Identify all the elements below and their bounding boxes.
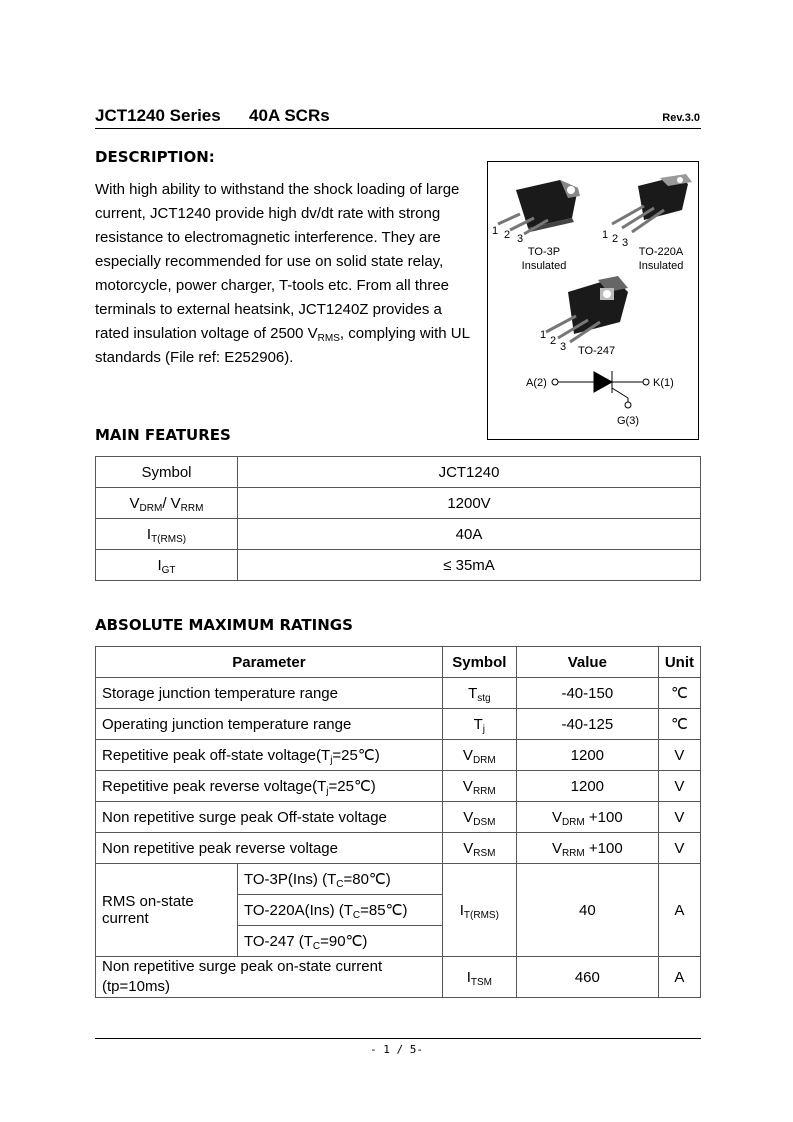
- symbol-cell: $T_{stg}$: [442, 678, 516, 709]
- header-rule: [95, 128, 701, 129]
- table-row: [96, 740, 701, 771]
- value-cell: 1200: [516, 771, 658, 802]
- unit-cell: ℃: [658, 709, 700, 740]
- symbol-cell: $V_{DRM}$: [442, 740, 516, 771]
- anode-label: A(2): [526, 377, 547, 389]
- value-cell: ≤ 35mA: [238, 550, 701, 581]
- table-row: [96, 550, 701, 581]
- symbol-cell: $V_{RRM}$: [442, 771, 516, 802]
- symbol-cell: $I_{TSM}$: [442, 957, 516, 998]
- table-row: [96, 957, 701, 998]
- to247-pin-1: 1: [540, 329, 547, 341]
- amr-heading: ABSOLUTE MAXIMUM RATINGS: [95, 616, 353, 634]
- to220a-pin-3: 3: [622, 237, 629, 249]
- to220a-pin-1: 1: [602, 229, 609, 241]
- header-cell: Symbol: [442, 647, 516, 678]
- to220a-label: [630, 245, 692, 273]
- value-cell: 40A: [238, 519, 701, 550]
- product-name: 40A SCRs: [249, 106, 330, 125]
- table-row: [96, 457, 701, 488]
- table-row: [96, 864, 701, 895]
- description-heading: DESCRIPTION:: [95, 148, 215, 166]
- value-cell: 40: [516, 864, 658, 957]
- to220a-pin-2: 2: [612, 233, 619, 245]
- table-row: [96, 709, 701, 740]
- header-cell: Symbol: [96, 457, 238, 488]
- table-row: [96, 519, 701, 550]
- table-row: [96, 647, 701, 678]
- rms-label-cell: RMS on-state current: [96, 864, 238, 957]
- header-cell: Value: [516, 647, 658, 678]
- to247-pin-3: 3: [560, 341, 567, 353]
- table-row: [96, 802, 701, 833]
- value-cell: -40-125: [516, 709, 658, 740]
- amr-table: [95, 646, 701, 998]
- package-cell: TO-247 $(T_C=90℃)$: [238, 926, 443, 957]
- to3p-pin-3: 3: [517, 233, 524, 245]
- symbol-cell: $T_j$: [442, 709, 516, 740]
- package-figure: [487, 161, 699, 440]
- package-cell: TO-220A(Ins) $(T_C=85℃)$: [238, 895, 443, 926]
- unit-cell: V: [658, 740, 700, 771]
- value-cell: $V_{DRM} +100$: [516, 802, 658, 833]
- series-name: JCT1240 Series: [95, 106, 221, 125]
- main-features-heading: MAIN FEATURES: [95, 426, 231, 444]
- gate-label: G(3): [617, 415, 639, 427]
- package-cell: TO-3P(Ins) $(T_C=80℃)$: [238, 864, 443, 895]
- symbol-cell: $V_{RSM}$: [442, 833, 516, 864]
- to220a-insulated: Insulated: [638, 260, 684, 272]
- param-cell: Storage junction temperature range: [96, 678, 443, 709]
- scr-symbol: [552, 371, 649, 408]
- unit-cell: A: [658, 957, 700, 998]
- symbol-cell: $I_{T(RMS)}$: [442, 864, 516, 957]
- to220a-drawing: [612, 174, 692, 232]
- value-cell: 1200V: [238, 488, 701, 519]
- value-cell: -40-150: [516, 678, 658, 709]
- to3p-pin-1: 1: [492, 225, 499, 237]
- to220a-name: TO-220A: [638, 246, 684, 258]
- unit-cell: ℃: [658, 678, 700, 709]
- symbol-cell: $I_{T(RMS)}$: [96, 519, 238, 550]
- param-cell: Repetitive peak off-state $voltage(T_j=25℃)$: [96, 740, 443, 771]
- package-drawings: [488, 162, 700, 441]
- to3p-name: TO-3P: [527, 246, 561, 258]
- param-cell: Repetitive peak reverse $voltage(T_j=25℃)$: [96, 771, 443, 802]
- desc-sub: RMS: [317, 333, 340, 344]
- to3p-pin-2: 2: [504, 229, 511, 241]
- to247-label: TO-247: [578, 345, 616, 357]
- main-features-table: [95, 456, 701, 581]
- unit-cell: V: [658, 802, 700, 833]
- param-cell: Non repetitive surge peak on-state current (tp=10ms): [96, 957, 443, 998]
- unit-cell: V: [658, 833, 700, 864]
- footer-rule: [95, 1038, 701, 1039]
- param-cell: Non repetitive surge peak Off-state voltage: [96, 802, 443, 833]
- header-cell: Parameter: [96, 647, 443, 678]
- table-row: [96, 488, 701, 519]
- value-cell: $V_{RRM} +100$: [516, 833, 658, 864]
- value-cell: 460: [516, 957, 658, 998]
- description-text: [95, 178, 470, 370]
- to3p-insulated: Insulated: [521, 260, 567, 272]
- param-cell: Non repetitive peak reverse voltage: [96, 833, 443, 864]
- desc-part-1: With high ability to withstand the shock loading of large current, JCT1240 provide high dv/dt rate with strong resistance to electromagnetic interference. They are especially recommended for use on solid state relay, motorcycle, power charger, T-tools etc. From all three terminals to external heatsink, JCT1240Z provides a rated insulation voltage of 2500 V: [95, 181, 460, 342]
- value-cell: 1200: [516, 740, 658, 771]
- table-row: [96, 771, 701, 802]
- unit-cell: V: [658, 771, 700, 802]
- symbol-cell: $V_{DSM}$: [442, 802, 516, 833]
- desc-part-2: , complying with UL standards (File ref: E252906).: [95, 325, 470, 366]
- table-row: [96, 833, 701, 864]
- symbol-cell: $I_{GT}$: [96, 550, 238, 581]
- page-number: - 1 / 5-: [370, 1043, 423, 1056]
- to3p-label: [516, 245, 572, 273]
- table-row: [96, 678, 701, 709]
- to247-pin-2: 2: [550, 335, 557, 347]
- cathode-label: K(1): [653, 377, 674, 389]
- revision: Rev.3.0: [662, 112, 700, 124]
- symbol-cell: $V_{DRM}/$ $V_{RRM}$: [96, 488, 238, 519]
- param-cell: Operating junction temperature range: [96, 709, 443, 740]
- header-cell: Unit: [658, 647, 700, 678]
- header-cell: JCT1240: [238, 457, 701, 488]
- to247-drawing: [546, 276, 628, 342]
- to3p-drawing: [498, 180, 580, 234]
- document-title: [95, 106, 330, 126]
- unit-cell: A: [658, 864, 700, 957]
